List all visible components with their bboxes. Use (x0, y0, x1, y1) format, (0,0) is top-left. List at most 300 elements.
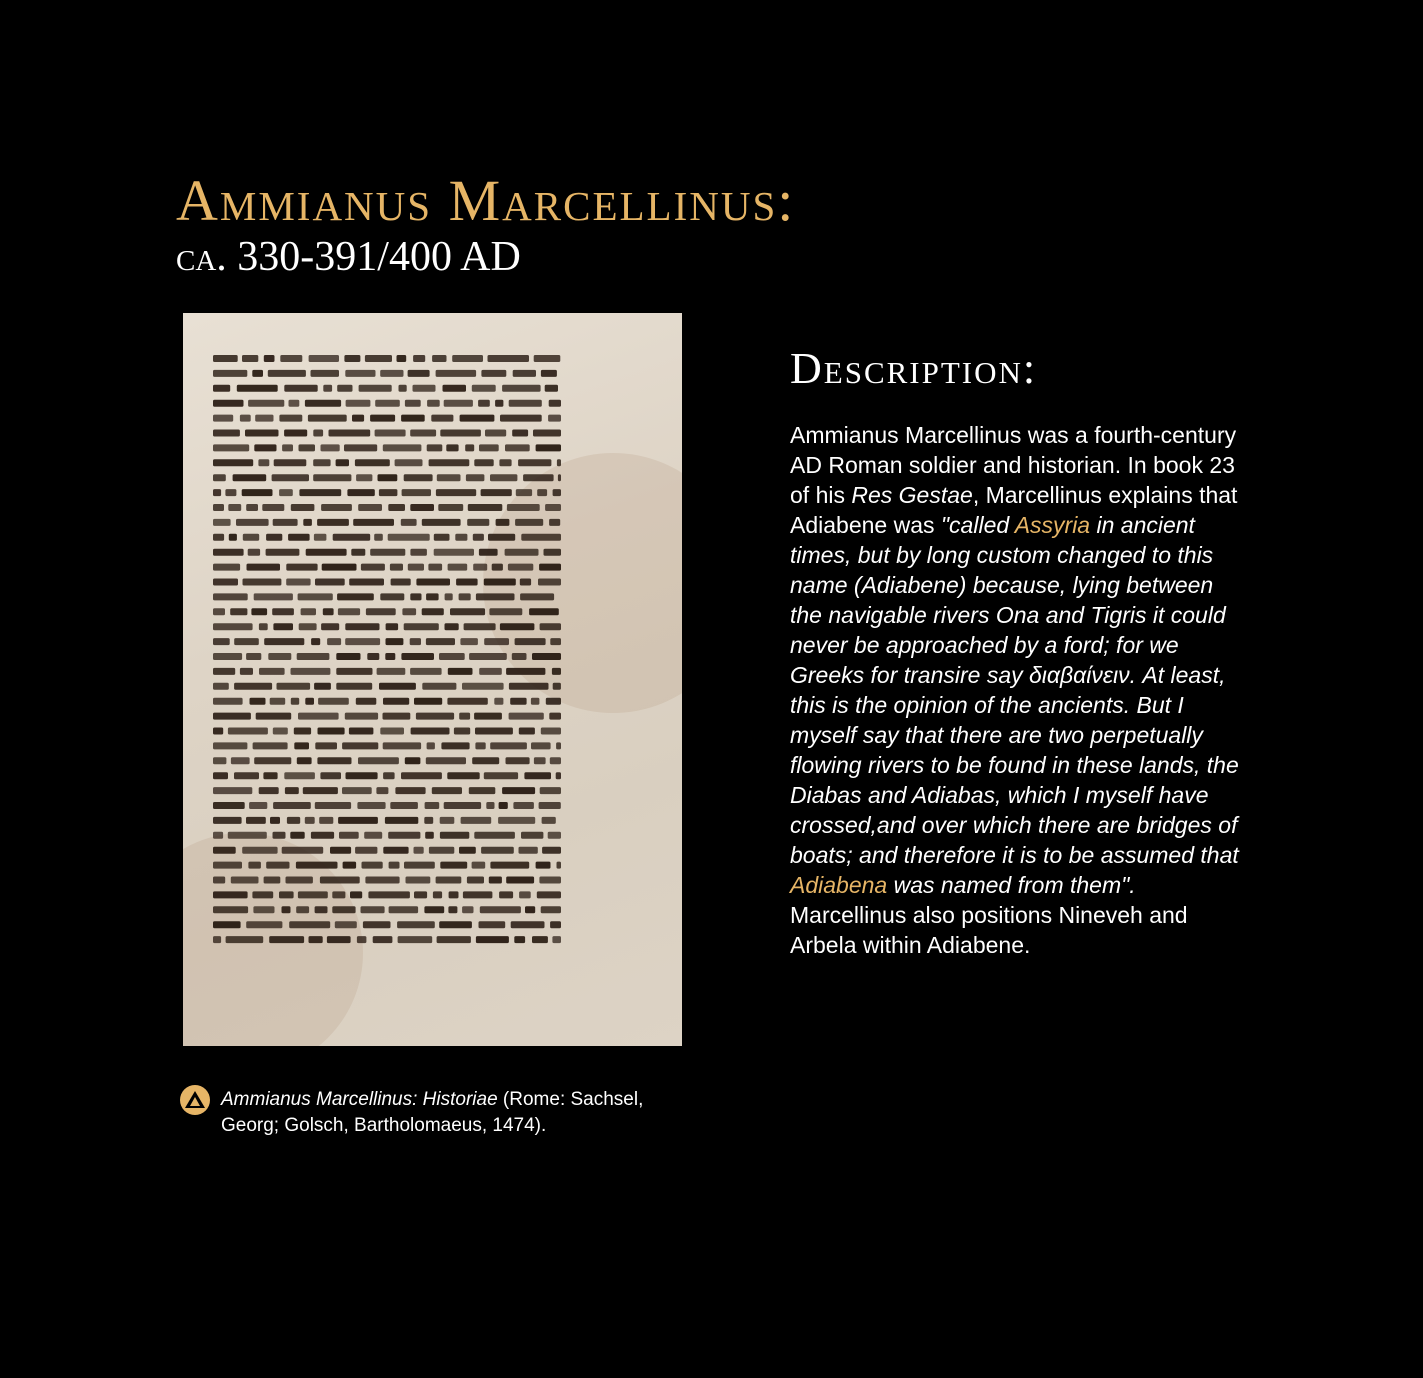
manuscript-word (315, 802, 351, 809)
manuscript-word (440, 817, 455, 824)
manuscript-word (333, 534, 371, 541)
manuscript-word (479, 921, 506, 928)
manuscript-word (347, 489, 374, 496)
manuscript-word (460, 415, 495, 422)
manuscript-word (513, 370, 536, 377)
manuscript-word (401, 653, 434, 660)
manuscript-word (252, 891, 273, 898)
manuscript-word (337, 593, 374, 600)
manuscript-word (355, 847, 377, 854)
quote-middle: in ancient times, but by long custom changed to this name (Adiabene) because, lying between the navigable rivers Ona and Tigris it could never be approached by a ford; for we Greeks for transire say διαβαίνειν. At least, this is the opinion of the ancients. But I myself say that there are two perpetually flowing rivers to be found in these lands, the Diabas and Adiabas, which I myself have crossed,and over which there are bridges of boats; and therefore it is to be assumed that (790, 512, 1239, 868)
manuscript-word (284, 385, 317, 392)
manuscript-word (361, 564, 385, 571)
manuscript-word (291, 668, 331, 675)
manuscript-word (444, 400, 473, 407)
manuscript-word (549, 400, 561, 407)
manuscript-word (486, 802, 494, 809)
manuscript-word (254, 593, 293, 600)
manuscript-word (531, 698, 540, 705)
manuscript-word (426, 638, 455, 645)
manuscript-word (524, 772, 551, 779)
manuscript-word (380, 728, 404, 735)
manuscript-word (472, 385, 496, 392)
manuscript-word (513, 802, 534, 809)
manuscript-word (323, 608, 334, 615)
manuscript-word (410, 504, 434, 511)
manuscript-word (502, 385, 540, 392)
manuscript-word (375, 400, 400, 407)
manuscript-word (399, 385, 407, 392)
manuscript-word (447, 772, 479, 779)
manuscript-word (342, 787, 372, 794)
manuscript-word (426, 757, 466, 764)
manuscript-word (424, 817, 433, 824)
manuscript-word (395, 459, 423, 466)
manuscript-word (346, 400, 371, 407)
manuscript-word (338, 608, 360, 615)
manuscript-word (448, 906, 457, 913)
manuscript-word (519, 728, 535, 735)
manuscript-word (536, 444, 561, 451)
manuscript-word (286, 579, 310, 586)
manuscript-word (549, 519, 560, 526)
manuscript-word (226, 936, 264, 943)
manuscript-word (228, 728, 268, 735)
manuscript-word (247, 564, 281, 571)
manuscript-word (294, 728, 311, 735)
manuscript-word (383, 772, 395, 779)
manuscript-word (366, 608, 396, 615)
manuscript-word (410, 430, 436, 437)
manuscript-word (284, 772, 315, 779)
manuscript-word (511, 921, 545, 928)
manuscript-word (414, 891, 427, 898)
manuscript-word (273, 728, 288, 735)
manuscript-word (213, 921, 241, 928)
manuscript-word (357, 936, 367, 943)
manuscript-word (383, 698, 409, 705)
manuscript-word (408, 564, 424, 571)
manuscript-word (245, 430, 279, 437)
manuscript-word (361, 906, 385, 913)
manuscript-word (213, 877, 225, 884)
manuscript-word (448, 564, 468, 571)
manuscript-word (213, 891, 248, 898)
manuscript-word (272, 608, 294, 615)
manuscript-word (454, 728, 470, 735)
manuscript-word (259, 668, 285, 675)
manuscript-word (532, 936, 548, 943)
manuscript-word (550, 638, 561, 645)
manuscript-word (395, 787, 425, 794)
manuscript-word (345, 638, 380, 645)
manuscript-word (467, 877, 484, 884)
manuscript-word (229, 534, 237, 541)
manuscript-word (279, 415, 302, 422)
description-intro: Ammianus Marcellinus was a fourth-century AD Roman soldier and historian. In book 23 of his (790, 422, 1237, 508)
manuscript-word (469, 653, 507, 660)
manuscript-word (246, 817, 266, 824)
manuscript-word (552, 936, 561, 943)
manuscript-word (488, 534, 515, 541)
manuscript-word (345, 623, 379, 630)
manuscript-word (279, 891, 294, 898)
manuscript-word (552, 668, 561, 675)
manuscript-word (258, 459, 269, 466)
manuscript-word (246, 921, 282, 928)
manuscript-word (311, 370, 340, 377)
manuscript-word (468, 504, 503, 511)
manuscript-word (357, 802, 385, 809)
page-subtitle-dates: ca. 330-391/400 AD (176, 234, 521, 280)
manuscript-word (537, 891, 561, 898)
manuscript-word (213, 564, 240, 571)
manuscript-word (228, 504, 241, 511)
manuscript-word (489, 608, 522, 615)
manuscript-word (344, 355, 360, 362)
manuscript-word (553, 683, 561, 690)
manuscript-word (264, 877, 281, 884)
manuscript-word (336, 668, 372, 675)
manuscript-word (282, 444, 293, 451)
manuscript-word (236, 519, 269, 526)
manuscript-word (436, 489, 476, 496)
manuscript-word (213, 593, 248, 600)
manuscript-word (472, 757, 499, 764)
manuscript-word (509, 683, 549, 690)
description-intro-after: , Marcellinus explains that Adiabene was (790, 482, 1238, 538)
manuscript-word (338, 817, 378, 824)
manuscript-word (318, 698, 349, 705)
manuscript-word (243, 534, 259, 541)
manuscript-word (375, 430, 406, 437)
manuscript-word (234, 683, 272, 690)
manuscript-word (388, 832, 420, 839)
manuscript-word (286, 564, 317, 571)
manuscript-word (410, 549, 427, 556)
manuscript-word (545, 504, 561, 511)
manuscript-word (273, 623, 293, 630)
manuscript-word (225, 489, 236, 496)
manuscript-word (319, 817, 333, 824)
manuscript-word (443, 385, 467, 392)
manuscript-word (337, 385, 352, 392)
manuscript-word (545, 385, 558, 392)
manuscript-word (434, 549, 474, 556)
manuscript-word (540, 623, 561, 630)
manuscript-word (254, 757, 291, 764)
manuscript-word (531, 742, 551, 749)
manuscript-word (479, 549, 498, 556)
manuscript-word (250, 698, 266, 705)
manuscript-word (556, 772, 561, 779)
manuscript-word (309, 936, 323, 943)
manuscript-word (525, 906, 535, 913)
manuscript-word (213, 936, 221, 943)
manuscript-word (512, 430, 528, 437)
manuscript-word (541, 728, 561, 735)
manuscript-word (351, 549, 365, 556)
manuscript-word (231, 877, 259, 884)
manuscript-word (474, 459, 493, 466)
manuscript-word (290, 832, 304, 839)
manuscript-word (460, 638, 478, 645)
manuscript-word (365, 877, 399, 884)
manuscript-word (406, 877, 431, 884)
manuscript-word (398, 936, 433, 943)
manuscript-word (476, 593, 515, 600)
manuscript-word (230, 608, 247, 615)
manuscript-word (248, 400, 284, 407)
manuscript-word (213, 906, 248, 913)
manuscript-word (422, 519, 461, 526)
manuscript-word (479, 444, 499, 451)
manuscript-word (378, 474, 398, 481)
manuscript-word (550, 757, 561, 764)
manuscript-word (349, 579, 384, 586)
manuscript-word (405, 400, 421, 407)
manuscript-word (499, 891, 513, 898)
manuscript-word (285, 787, 299, 794)
manuscript-word (502, 787, 535, 794)
manuscript-word (213, 698, 243, 705)
manuscript-word (298, 713, 339, 720)
manuscript-word (259, 623, 268, 630)
manuscript-word (548, 415, 561, 422)
manuscript-word (532, 653, 561, 660)
manuscript-word (474, 832, 515, 839)
manuscript-word (213, 653, 242, 660)
manuscript-word (353, 519, 394, 526)
manuscript-word (339, 832, 359, 839)
manuscript-word (462, 906, 473, 913)
manuscript-word (431, 415, 453, 422)
manuscript-word (213, 742, 247, 749)
manuscript-word (272, 474, 309, 481)
manuscript-word (305, 698, 314, 705)
manuscript-word (213, 713, 251, 720)
manuscript-word (329, 430, 371, 437)
manuscript-word (362, 862, 383, 869)
manuscript-word (248, 549, 260, 556)
manuscript-word (449, 891, 459, 898)
manuscript-word (553, 489, 561, 496)
manuscript-word (461, 817, 492, 824)
manuscript-word (481, 370, 506, 377)
manuscript-word (429, 847, 454, 854)
manuscript-word (287, 817, 300, 824)
manuscript-word (234, 638, 259, 645)
manuscript-word (213, 623, 253, 630)
manuscript-word (240, 415, 251, 422)
manuscript-word (242, 355, 258, 362)
manuscript-word (246, 504, 258, 511)
manuscript-word (462, 683, 504, 690)
manuscript-word (438, 504, 463, 511)
manuscript-word (213, 847, 236, 854)
manuscript-word (374, 534, 383, 541)
manuscript-word (416, 579, 450, 586)
manuscript-word (459, 593, 471, 600)
manuscript-word (306, 549, 347, 556)
manuscript-word (397, 355, 407, 362)
manuscript-word (277, 683, 311, 690)
manuscript-word (298, 891, 328, 898)
manuscript-word (336, 683, 372, 690)
manuscript-word (342, 742, 378, 749)
manuscript-word (280, 355, 302, 362)
description-outro: Marcellinus also positions Nineveh and Arbela within Adiabene. (790, 902, 1188, 958)
manuscript-word (402, 489, 431, 496)
manuscript-word (444, 802, 481, 809)
manuscript-word (237, 385, 278, 392)
manuscript-word (213, 474, 226, 481)
adiabena-link[interactable]: Adiabena (790, 872, 888, 898)
manuscript-word (439, 653, 465, 660)
manuscript-word (383, 742, 421, 749)
manuscript-word (436, 370, 477, 377)
manuscript-word (541, 370, 557, 377)
manuscript-word (213, 728, 223, 735)
manuscript-word (255, 415, 273, 422)
manuscript-word (296, 906, 309, 913)
manuscript-word (282, 906, 291, 913)
manuscript-image[interactable] (183, 313, 682, 1046)
manuscript-word (440, 430, 481, 437)
manuscript-word (345, 713, 378, 720)
manuscript-word (446, 444, 458, 451)
manuscript-word (213, 534, 224, 541)
manuscript-word (355, 459, 390, 466)
manuscript-word (401, 415, 425, 422)
manuscript-word (308, 415, 347, 422)
manuscript-word (356, 698, 377, 705)
manuscript-word (284, 430, 307, 437)
assyria-link[interactable]: Assyria (1014, 512, 1091, 538)
manuscript-word (313, 459, 330, 466)
manuscript-word (259, 787, 279, 794)
manuscript-word (479, 668, 502, 675)
manuscript-word (377, 668, 406, 675)
manuscript-word (368, 891, 410, 898)
manuscript-word (428, 564, 442, 571)
manuscript-word (467, 519, 489, 526)
manuscript-word (296, 862, 338, 869)
manuscript-word (318, 728, 345, 735)
manuscript-word (356, 474, 372, 481)
manuscript-word (330, 847, 351, 854)
manuscript-word (439, 921, 472, 928)
manuscript-word (538, 579, 561, 586)
manuscript-word (273, 832, 286, 839)
manuscript-word (416, 713, 454, 720)
manuscript-word (213, 385, 230, 392)
manuscript-word (473, 534, 484, 541)
manuscript-word (266, 549, 300, 556)
manuscript-word (401, 519, 417, 526)
manuscript-word (286, 877, 313, 884)
manuscript-word (242, 847, 277, 854)
manuscript-word (297, 653, 330, 660)
quote-end: was named from them". (887, 872, 1136, 898)
manuscript-word (243, 579, 282, 586)
manuscript-word (349, 728, 374, 735)
manuscript-word (550, 921, 561, 928)
manuscript-word (427, 444, 443, 451)
manuscript-word (264, 638, 304, 645)
manuscript-word (536, 862, 551, 869)
manuscript-word (273, 519, 298, 526)
manuscript-word (434, 534, 450, 541)
manuscript-word (288, 534, 310, 541)
manuscript-word (315, 579, 345, 586)
manuscript-word (383, 444, 422, 451)
manuscript-word (346, 772, 378, 779)
manuscript-word (533, 430, 561, 437)
manuscript-word (228, 832, 267, 839)
manuscript-word (422, 683, 456, 690)
manuscript-word (303, 519, 312, 526)
manuscript-word (432, 787, 462, 794)
manuscript-word (336, 653, 360, 660)
manuscript-word (414, 847, 424, 854)
manuscript-word (213, 832, 223, 839)
manuscript-word (476, 936, 509, 943)
manuscript-word (388, 534, 430, 541)
manuscript-word (445, 593, 453, 600)
manuscript-word (509, 713, 544, 720)
manuscript-word (213, 802, 245, 809)
manuscript-word (317, 519, 349, 526)
manuscript-word (345, 370, 375, 377)
manuscript-word (213, 862, 242, 869)
manuscript-word (490, 862, 529, 869)
description-body (790, 420, 1240, 960)
manuscript-word (433, 891, 442, 898)
manuscript-word (425, 802, 440, 809)
manuscript-word (309, 355, 339, 362)
manuscript-word (459, 847, 476, 854)
manuscript-word (557, 862, 562, 869)
chevron-up-circle-icon[interactable] (180, 1085, 210, 1115)
manuscript-word (401, 772, 442, 779)
manuscript-word (402, 608, 416, 615)
manuscript-word (344, 444, 377, 451)
manuscript-word (509, 400, 542, 407)
manuscript-word (542, 817, 556, 824)
manuscript-word (213, 504, 224, 511)
manuscript-word (404, 474, 433, 481)
manuscript-word (490, 742, 527, 749)
manuscript-word (383, 713, 411, 720)
manuscript-word (507, 504, 540, 511)
manuscript-word (521, 832, 543, 839)
manuscript-word (213, 757, 226, 764)
manuscript-word (469, 787, 496, 794)
manuscript-word (270, 817, 280, 824)
manuscript-word (481, 847, 514, 854)
manuscript-word (410, 638, 421, 645)
manuscript-word (474, 713, 502, 720)
manuscript-word (427, 742, 435, 749)
manuscript-word (359, 385, 392, 392)
manuscript-word (508, 564, 533, 571)
manuscript-word (529, 608, 559, 615)
manuscript-word (213, 817, 242, 824)
manuscript-word (496, 519, 510, 526)
manuscript-word (213, 638, 230, 645)
manuscript-word (490, 474, 517, 481)
